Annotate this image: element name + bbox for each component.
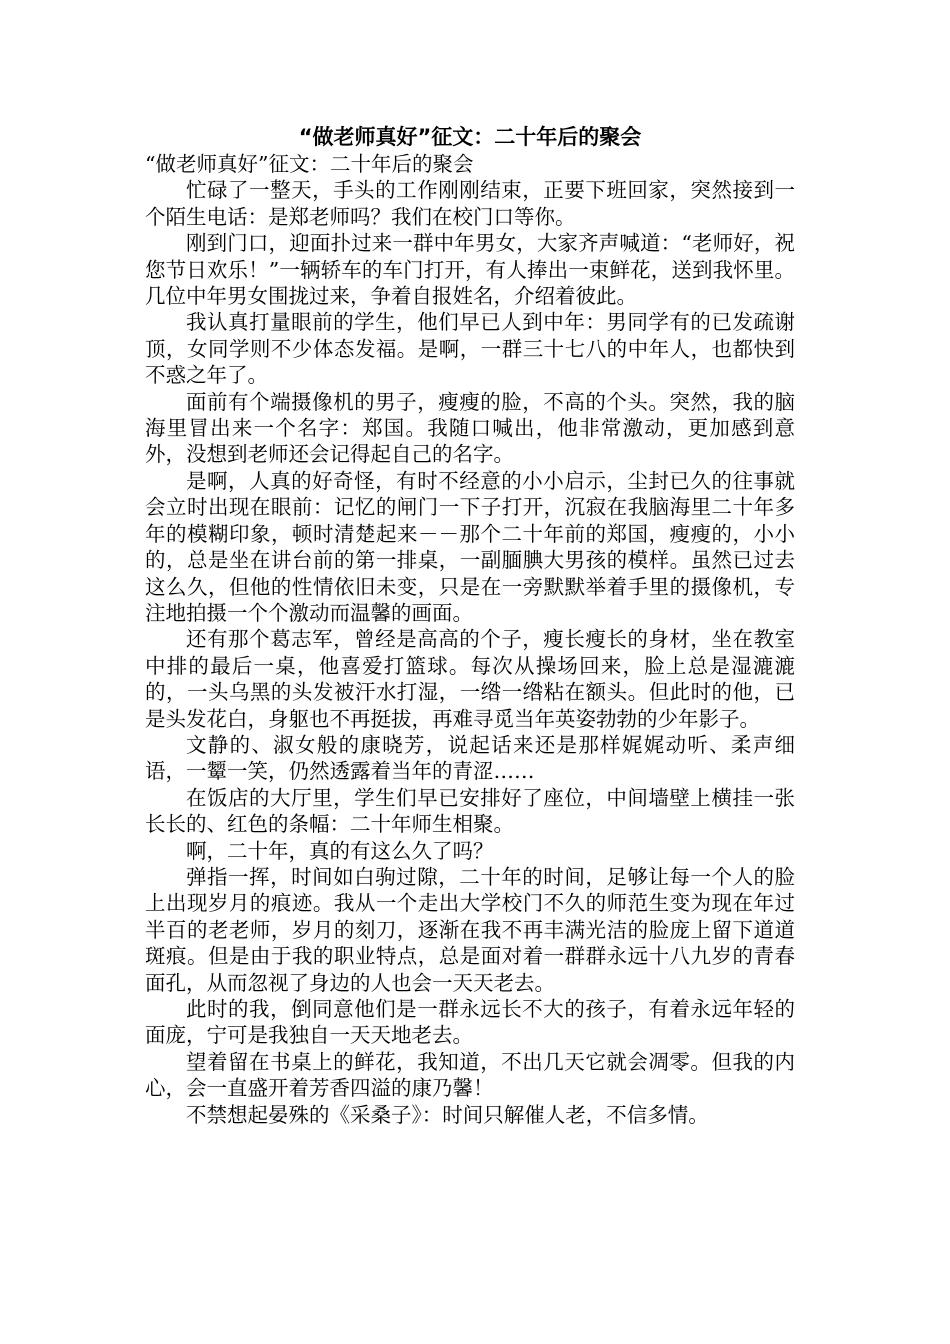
document-page	[145, 123, 795, 1128]
document-subtitle: “做老师真好”征文：二十年后的聚会	[145, 152, 474, 176]
paragraph: 是啊，人真的好奇怪，有时不经意的小小启示，尘封已久的往事就会立时出现在眼前：记忆的闸门一下子打开，沉寂在我脑海里二十年多年的模糊印象，顿时清楚起来－－那个二十年前的郑国，瘦瘦的，小小的，总是坐在讲台前的第一排桌，一副腼腆大男孩的模样。虽然已过去这么久，但他的性情依旧未变，只是在一旁默默举着手里的摄像机，专注地拍摄一个个激动而温馨的画面。	[145, 468, 795, 625]
paragraph: 我认真打量眼前的学生，他们早已人到中年：男同学有的已发疏谢顶，女同学则不少体态发福。是啊，一群三十七八的中年人，也都快到不惑之年了。	[145, 310, 795, 388]
paragraph: 文静的、淑女般的康晓芳，说起话来还是那样娓娓动听、柔声细语，一颦一笑，仍然透露着当年的青涩……	[145, 732, 795, 784]
document-title: “做老师真好”征文：二十年后的聚会	[298, 125, 642, 149]
paragraph: 望着留在书桌上的鲜花，我知道，不出几天它就会凋零。但我的内心，会一直盛开着芳香四溢的康乃馨！	[145, 1049, 795, 1101]
paragraph: 此时的我，倒同意他们是一群永远长不大的孩子，有着永远年轻的面庞，宁可是我独自一天天地老去。	[145, 997, 795, 1048]
paragraph: 刚到门口，迎面扑过来一群中年男女，大家齐声喊道：“老师好，祝您节日欢乐！”一辆轿车的车门打开，有人捧出一束鲜花，送到我怀里。几位中年男女围拢过来，争着自报姓名，介绍着彼此。	[145, 231, 795, 309]
paragraph: 弹指一挥，时间如白驹过隙，二十年的时间，足够让每一个人的脸上出现岁月的痕迹。我从一个走出大学校门不久的师范生变为现在年过半百的老老师，岁月的刻刀，逐渐在我不再丰满光洁的脸庞上留下道道斑痕。但是由于我的职业特点，总是面对着一群群永远十八九岁的青春面孔，从而忽视了身边的人也会一天天老去。	[145, 864, 795, 995]
paragraph: 面前有个端摄像机的男子，瘦瘦的脸，不高的个头。突然，我的脑海里冒出来一个名字：郑国。我随口喊出，他非常激动，更加感到意外，没想到老师还会记得起自己的名字。	[145, 389, 795, 467]
paragraph: 不禁想起晏殊的《采桑子》：时间只解催人老，不信多情。	[186, 1102, 709, 1127]
paragraph: 还有那个葛志军，曾经是高高的个子，瘦长瘦长的身材，坐在教室中排的最后一桌，他喜爱打篮球。每次从操场回来，脸上总是湿漉漉的，一头乌黑的头发被汗水打湿，一绺一绺粘在额头。但此时的他，已是头发花白，身躯也不再挺拔，再难寻觅当年英姿勃勃的少年影子。	[145, 627, 795, 731]
paragraph: 忙碌了一整天，手头的工作刚刚结束，正要下班回家，突然接到一个陌生电话：是郑老师吗？我们在校门口等你。	[145, 178, 795, 229]
paragraph: 啊，二十年，真的有这么久了吗？	[186, 838, 494, 863]
document-body	[145, 177, 795, 1128]
paragraph: 在饭店的大厅里，学生们早已安排好了座位，中间墙壁上横挂一张长长的、红色的条幅：二十年师生相聚。	[145, 785, 795, 837]
